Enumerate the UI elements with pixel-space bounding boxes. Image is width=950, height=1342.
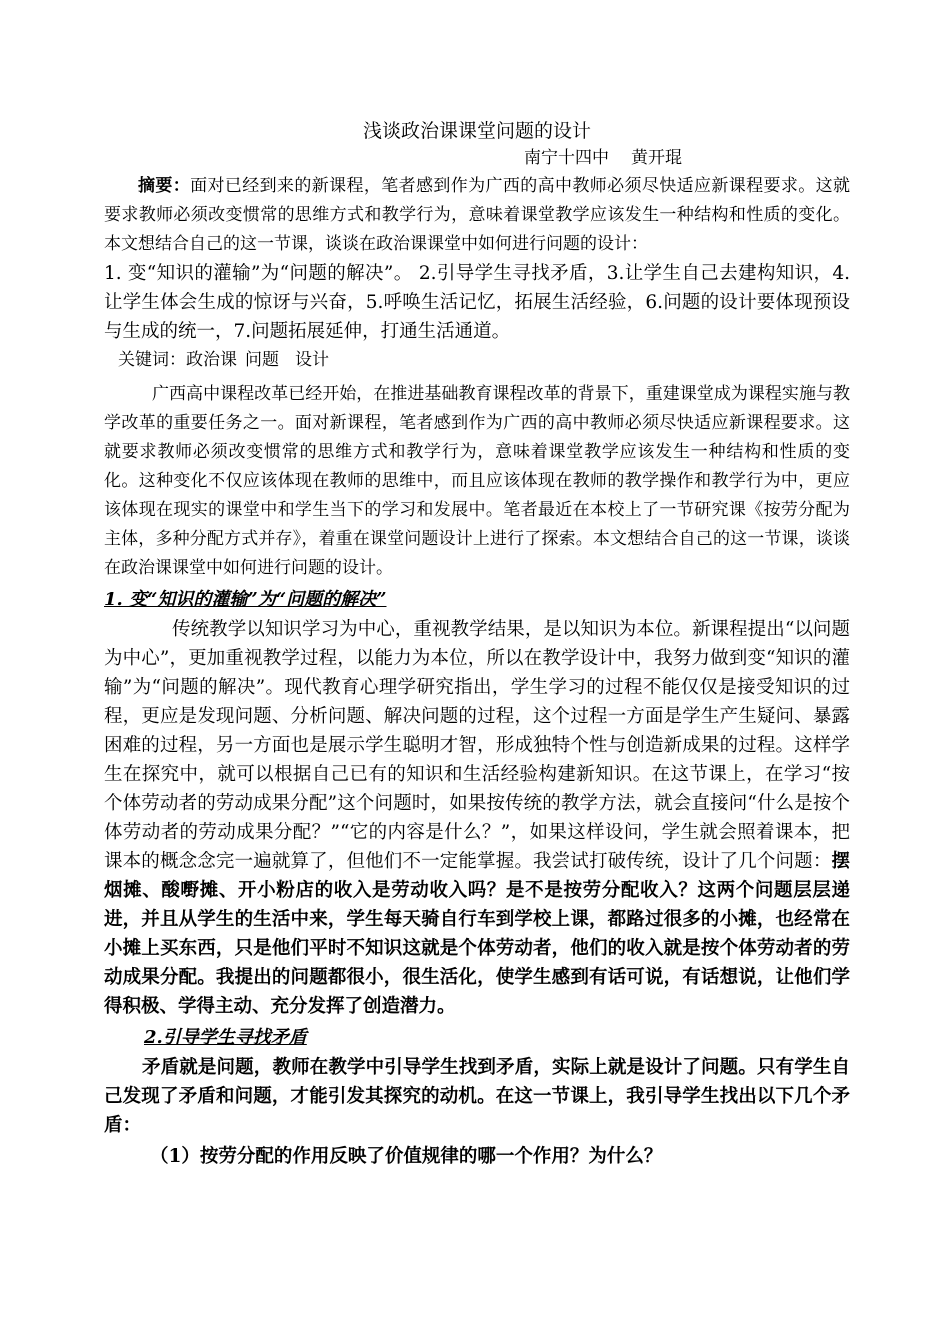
author-line — [104, 146, 850, 170]
keyword: 设计 — [295, 350, 329, 370]
abstract-label: 摘要： — [138, 176, 191, 196]
question-item: （1）按劳分配的作用反映了价值规律的哪一个作用？为什么？ — [150, 1146, 663, 1167]
section-2-paragraph: 矛盾就是问题，教师在教学中引导学生找到矛盾，实际上就是设计了问题。只有学生自己发现了矛盾和问题，才能引发其探究的动机。在这一节课上，我引导学生找出以下几个矛盾： — [104, 1057, 850, 1136]
section-1-heading: 1. 变“知识的灌输”为“问题的解决” — [104, 589, 387, 610]
intro-paragraph: 广西高中课程改革已经开始，在推进基础教育课程改革的背景下，重建课堂成为课程实施与教学改革的重要任务之一。面对新课程，笔者感到作为广西的高中教师必须尽快适应新课程要求。这就要求教师必须改变惯常的思维方式和教学行为，意味着课堂教学应该发生一种结构和性质的变化。这种变化不仅应该体现在教师的思维中，而且应该体现在教师的教学操作和教学行为中，更应该体现在现实的课堂中和学生当下的学习和发展中。笔者最近在本校上了一节研究课《按劳分配为主体，多种分配方式并存》，着重在课堂问题设计上进行了探索。本文想结合自己的这一节课，谈谈在政治课课堂中如何进行问题的设计。 — [104, 384, 850, 578]
section-2-heading: 2.引导学生寻找矛盾 — [144, 1027, 307, 1048]
author-school: 南宁十四中 — [524, 148, 609, 168]
section-1-paragraph — [104, 615, 850, 1021]
keywords-label: 关键词： — [118, 350, 186, 370]
abstract-text: 面对已经到来的新课程，笔者感到作为广西的高中教师必须尽快适应新课程要求。这就要求教师必须改变惯常的思维方式和教学行为，意味着课堂教学应该发生一种结构和性质的变化。本文想结合自己的这一节课，谈谈在政治课课堂中如何进行问题的设计： — [104, 176, 850, 254]
keyword: 问题 — [245, 350, 279, 370]
abstract-paragraph — [104, 172, 850, 259]
section-1-bold-text: 摆烟摊、酸嘢摊、开小粉店的收入是劳动收入吗？是不是按劳分配收入？这两个问题层层递进，并且从学生的生活中来，学生每天骑自行车到学校上课，都路过很多的小摊，也经常在小摊上买东西，只是他们平时不知识这就是个体劳动者，他们的收入就是按个体劳动者的劳动成果分配。我提出的问题都很小，很生活化，使学生感到有话可说，有话想说，让他们学得积极、学得主动、充分发挥了创造潜力。 — [104, 851, 850, 1017]
author-name: 黄开琨 — [631, 148, 682, 168]
keyword: 政治课 — [186, 350, 237, 370]
document-title: 浅谈政治课课堂问题的设计 — [362, 120, 591, 142]
section-1-text: 传统教学以知识学习为中心，重视教学结果，是以知识为本位。新课程提出“以问题为中心”，更加重视教学过程，以能力为本位，所以在教学设计中，我努力做到变“知识的灌输”为“问题的解决”。现代教育心理学研究指出，学生学习的过程不能仅仅是接受知识的过程，更应是发现问题、分析问题、解决问题的过程，这个过程一方面是学生产生疑问、暴露困难的过程，另一方面也是展示学生聪明才智，形成独特个性与创造新成果的过程。这样学生在探究中，就可以根据自己已有的知识和生活经验构建新知识。在这节课上，在学习“按个体劳动者的劳动成果分配”这个问题时，如果按传统的教学方法，就会直接问“什么是按个体劳动者的劳动成果分配？”“它的内容是什么？”，如果这样设问，学生就会照着课本，把课本的概念念完一遍就算了，但他们不一定能掌握。我尝试打破传统，设计了几个问题： — [104, 619, 850, 872]
document-page — [104, 118, 850, 1171]
abstract-point-list: 1. 变“知识的灌输”为“问题的解决”。 2.引导学生寻找矛盾，3.让学生自己去建构知识，4.让学生体会生成的惊讶与兴奋，5.呼唤生活记忆，拓展生活经验，6.问题的设计要体现预设与生成的统一，7.问题拓展延伸，打通生活通道。 — [104, 263, 850, 342]
keywords-line — [104, 346, 850, 374]
